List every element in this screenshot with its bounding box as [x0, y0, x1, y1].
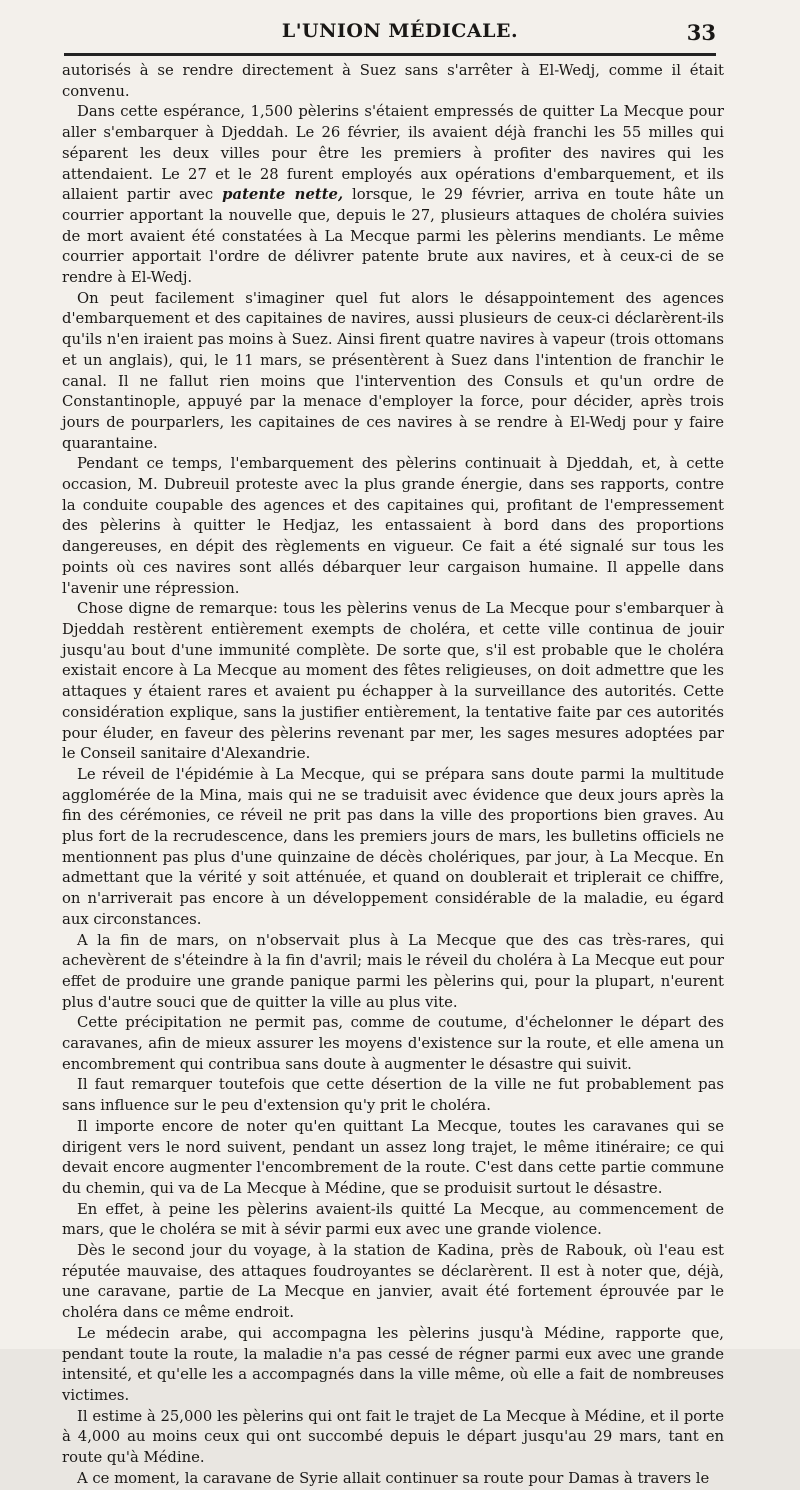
paragraph-14: Il estime à 25,000 les pèlerins qui ont fait le trajet de La Mecque à Médine, et il porte à 4,000 au moins ceux qui ont succombé depuis le départ jusqu'au 29 mars, tant en route qu'à Médine.: [62, 1407, 724, 1467]
paragraph-8: Cette précipitation ne permit pas, comme de coutume, d'échelonner le départ des caravanes, afin de mieux assurer les moyens d'existence sur la route, et elle amena un encombrement qui contribua sans doute à augmenter le désastre qui suivit.: [62, 1014, 724, 1073]
paragraph-2: [62, 102, 724, 288]
paragraph-7: A la fin de mars, on n'observait plus à La Mecque que des cas très-rares, qui achevèrent de s'éteindre à la fin d'avril; mais le réveil du choléra à La Mecque eut pour effet de produire une grande panique parmi les pèlerins qui, pour la plupart, n'eurent plus d'autre souci que de quitter la ville au plus vite.: [62, 931, 724, 1011]
paragraph-2-text: Dans cette espérance, 1,500 pèlerins s'étaient empressés de quitter La Mecque pour aller s'embarquer à Djeddah. Le 26 février, ils avaient déjà franchi les 55 milles qui séparent les deux villes pour être les premiers à profiter des navires qui les attendaient. Le 27 et le 28 furent employés aux opérations d'embarquement, et ils allaient partir avec: [62, 103, 724, 204]
paragraph-10: Il importe encore de noter qu'en quittant La Mecque, toutes les caravanes qui se dirigent vers le nord suivent, pendant un assez long trajet, le même itinéraire; ce qui devait encore augmenter l'encombrement de la route. C'est dans cette partie commune du chemin, qui va de La Mecque à Médine, que se produisit surtout le désastre.: [62, 1117, 724, 1197]
paragraph-6: Le réveil de l'épidémie à La Mecque, qui se prépara sans doute parmi la multitude agglomérée de la Mina, mais qui ne se traduisit avec évidence que deux jours après la fin des cérémonies, ce réveil ne prit pas dans la ville des proportions bien graves. Au plus fort de la recrudescence, dans les premiers jours de mars, les bulletins officiels ne mentionnent pas plus d'une quinzaine de décès cholériques, par jour, à La Mecque. En admettant que la vérité y soit atténuée, et quand on doublerait et triplerait ce chiffre, on n'arriverait pas encore à un développement considérable de la maladie, eu égard aux circonstances.: [62, 765, 724, 928]
running-head: [0, 8, 800, 48]
page-number: 33: [686, 20, 716, 45]
paragraph-9: Il faut remarquer toutefois que cette désertion de la ville ne fut probablement pas sans influence sur le peu d'extension qu'y prit le choléra.: [62, 1076, 724, 1115]
paragraph-4: Pendant ce temps, l'embarquement des pèlerins continuait à Djeddah, et, à cette occasion, M. Dubreuil proteste avec la plus grande énergie, dans ses rapports, contre la conduite coupable des agences et des capitaines qui, profitant de l'empressement des pèlerins à quitter le Hedjaz, les entassaient à bord dans des proportions dangereuses, en dépit des règlements en vigueur. Ce fait a été signalé sur tous les points où ces navires sont allés débarquer leur cargaison humaine. Il appelle dans l'avenir une répression.: [62, 455, 724, 597]
paragraph-15: A ce moment, la caravane de Syrie allait continuer sa route pour Damas à travers le: [77, 1469, 710, 1487]
paragraph-2-continuation: lorsque, le 29 février, arriva en toute hâte un courrier apportant la nouvelle que, depuis le 27, plusieurs attaques de choléra suivies de mort avaient été constatées à La Mecque parmi les pèlerins mendiants. Le même courrier apportait l'ordre de délivrer patente brute aux navires, et à ceux-ci de se rendre à El-Wedj.: [62, 186, 724, 287]
paragraph-12: Dès le second jour du voyage, à la station de Kadina, près de Rabouk, où l'eau est réputée mauvaise, des attaques foudroyantes se déclarèrent. Il est à noter que, déjà, une caravane, partie de La Mecque en janvier, avait été fortement éprouvée par le choléra dans ce même endroit.: [62, 1242, 724, 1322]
paragraph-3: On peut facilement s'imaginer quel fut alors le désappointement des agences d'embarquement et des capitaines de navires, aussi plusieurs de ceux-ci déclarèrent-ils qu'ils n'en iraient pas moins à Suez. Ainsi firent quatre navires à vapeur (trois ottomans et un anglais), qui, le 11 mars, se présentèrent à Suez dans l'intention de franchir le canal. Il ne fallut rien moins que l'intervention des Consuls et qu'un ordre de Constantinople, appuyé par la menace d'employer la force, pour décider, après trois jours de pourparlers, les capitaines de ces navires à se rendre à El-Wedj pour y faire quarantaine.: [62, 289, 724, 452]
paragraph-2-emphasis: patente nette,: [222, 186, 344, 204]
paragraph-5: Chose digne de remarque: tous les pèlerins venus de La Mecque pour s'embarquer à Djeddah restèrent entièrement exempts de choléra, et cette ville continua de jouir jusqu'au bout d'une immunité complète. De sorte que, s'il est probable que le choléra existait encore à La Mecque au moment des fêtes religieuses, on doit admettre que les attaques y étaient rares et avaient pu échapper à la surveillance des autorités. Cette considération explique, sans la justifier entièrement, la tentative faite par ces autorités pour éluder, en faveur des pèlerins revenant par mer, les sages mesures adoptées par le Conseil sanitaire d'Alexandrie.: [62, 600, 724, 763]
paragraph-1: autorisés à se rendre directement à Suez sans s'arrêter à El-Wedj, comme il était convenu.: [62, 62, 724, 100]
journal-title: L'UNION MÉDICALE.: [281, 20, 519, 42]
paragraph-11: En effet, à peine les pèlerins avaient-ils quitté La Mecque, au commencement de mars, que le choléra se mit à sévir parmi eux avec une grande violence.: [62, 1200, 724, 1239]
article-body: [62, 61, 724, 1490]
header-rule: [64, 53, 716, 56]
paragraph-13: Le médecin arabe, qui accompagna les pèlerins jusqu'à Médine, rapporte que, pendant toute la route, la maladie n'a pas cessé de régner parmi eux avec une grande intensité, et qu'elle les a accompagnés dans la ville même, où elle a fait de nombreuses victimes.: [62, 1324, 724, 1404]
